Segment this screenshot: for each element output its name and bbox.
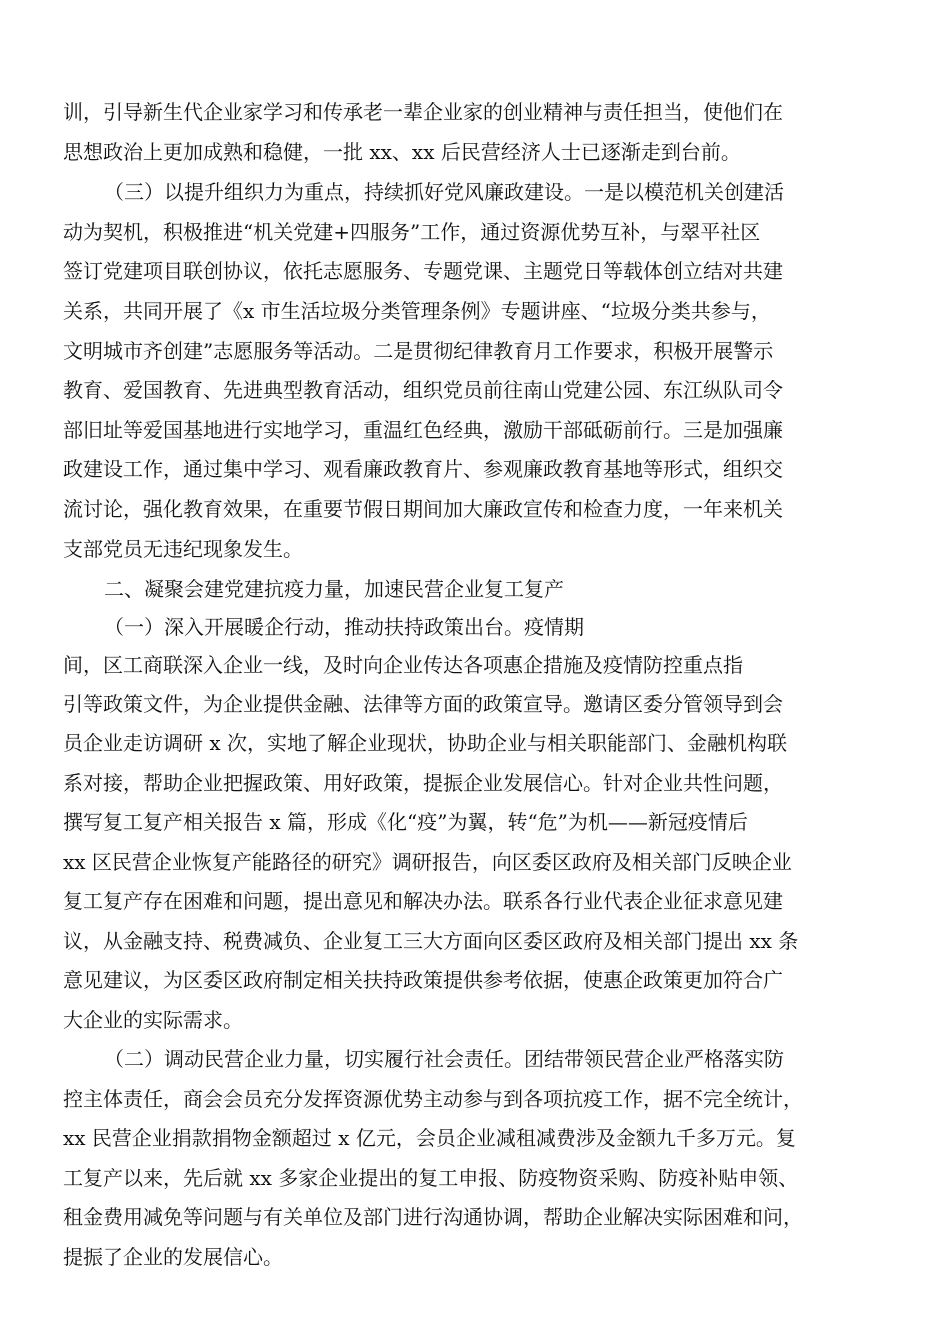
text-line: （二）调动民营企业力量，切实履行社会责任。团结带领民营企业严格落实防: [104, 1047, 784, 1071]
text-line: 政建设工作，通过集中学习、观看廉政教育片、参观廉政教育基地等形式，组织交: [63, 457, 783, 481]
text-line: 间，区工商联深入企业一线，及时向企业传达各项惠企措施及疫情防控重点指: [63, 653, 743, 677]
text-line: 教育、爱国教育、先进典型教育活动，组织党员前往南山党建公园、东江纵队司令: [63, 378, 783, 402]
text-line: 提振了企业的发展信心。: [63, 1245, 283, 1269]
text-line: 意见建议，为区委区政府制定相关扶持政策提供参考依据，使惠企政策更加符合广: [63, 968, 783, 992]
text-line: 签订党建项目联创协议，依托志愿服务、专题党课、主题党日等载体创立结对共建: [63, 259, 783, 283]
text-line: 引等政策文件，为企业提供金融、法律等方面的政策宣导。邀请区委分管领导到会: [63, 692, 783, 716]
text-line: 撰写复工复产相关报告 x 篇，形成《化“疫”为翼，转“危”为机——新冠疫情后: [63, 810, 748, 834]
section-heading: 二、凝聚会建党建抗疫力量，加速民营企业复工复产: [104, 577, 564, 601]
text-line: 流讨论，强化教育效果，在重要节假日期间加大廉政宣传和检查力度，一年来机关: [63, 497, 783, 521]
text-line: 租金费用减免等问题与有关单位及部门进行沟通协调，帮助企业解决实际困难和问，: [63, 1205, 803, 1229]
text-line: 大企业的实际需求。: [63, 1008, 243, 1032]
text-line: 文明城市齐创建”志愿服务等活动。二是贯彻纪律教育月工作要求，积极开展警示: [63, 339, 774, 363]
text-line: 议，从金融支持、税费减负、企业复工三大方面向区委区政府及相关部门提出 xx 条: [63, 929, 799, 953]
text-line: 思想政治上更加成熟和稳健，一批 xx、xx 后民营经济人士已逐渐走到台前。: [63, 140, 741, 164]
text-line: 支部党员无违纪现象发生。: [63, 537, 303, 561]
text-line: 训，引导新生代企业家学习和传承老一辈企业家的创业精神与责任担当，使他们在: [63, 100, 783, 124]
text-line: （一）深入开展暖企行动，推动扶持政策出台。疫情期: [104, 615, 584, 639]
text-line: 部旧址等爱国基地进行实地学习，重温红色经典，激励干部砥砺前行。三是加强廉: [63, 418, 783, 442]
text-line: 复工复产存在困难和问题，提出意见和解决办法。联系各行业代表企业征求意见建: [63, 889, 783, 913]
text-line: 系对接，帮助企业把握政策、用好政策，提振企业发展信心。针对企业共性问题，: [63, 771, 783, 795]
text-line: 员企业走访调研 x 次，实地了解企业现状，协助企业与相关职能部门、金融机构联: [63, 731, 787, 755]
text-line: 关系，共同开展了《x 市生活垃圾分类管理条例》专题讲座、“垃圾分类共参与，: [63, 299, 771, 323]
text-line: 控主体责任，商会会员充分发挥资源优势主动参与到各项抗疫工作，据不完全统计，: [63, 1087, 803, 1111]
text-line: （三）以提升组织力为重点，持续抓好党风廉政建设。一是以模范机关创建活: [104, 180, 784, 204]
text-line: 动为契机，积极推进“机关党建+四服务”工作，通过资源优势互补，与翠平社区: [63, 220, 761, 244]
text-line: xx 区民营企业恢复产能路径的研究》调研报告，向区委区政府及相关部门反映企业: [63, 850, 792, 874]
text-line: xx 民营企业捐款捐物金额超过 x 亿元，会员企业减租减费涉及金额九千多万元。复: [63, 1126, 796, 1150]
text-line: 工复产以来，先后就 xx 多家企业提出的复工申报、防疫物资采购、防疫补贴申领、: [63, 1166, 799, 1190]
